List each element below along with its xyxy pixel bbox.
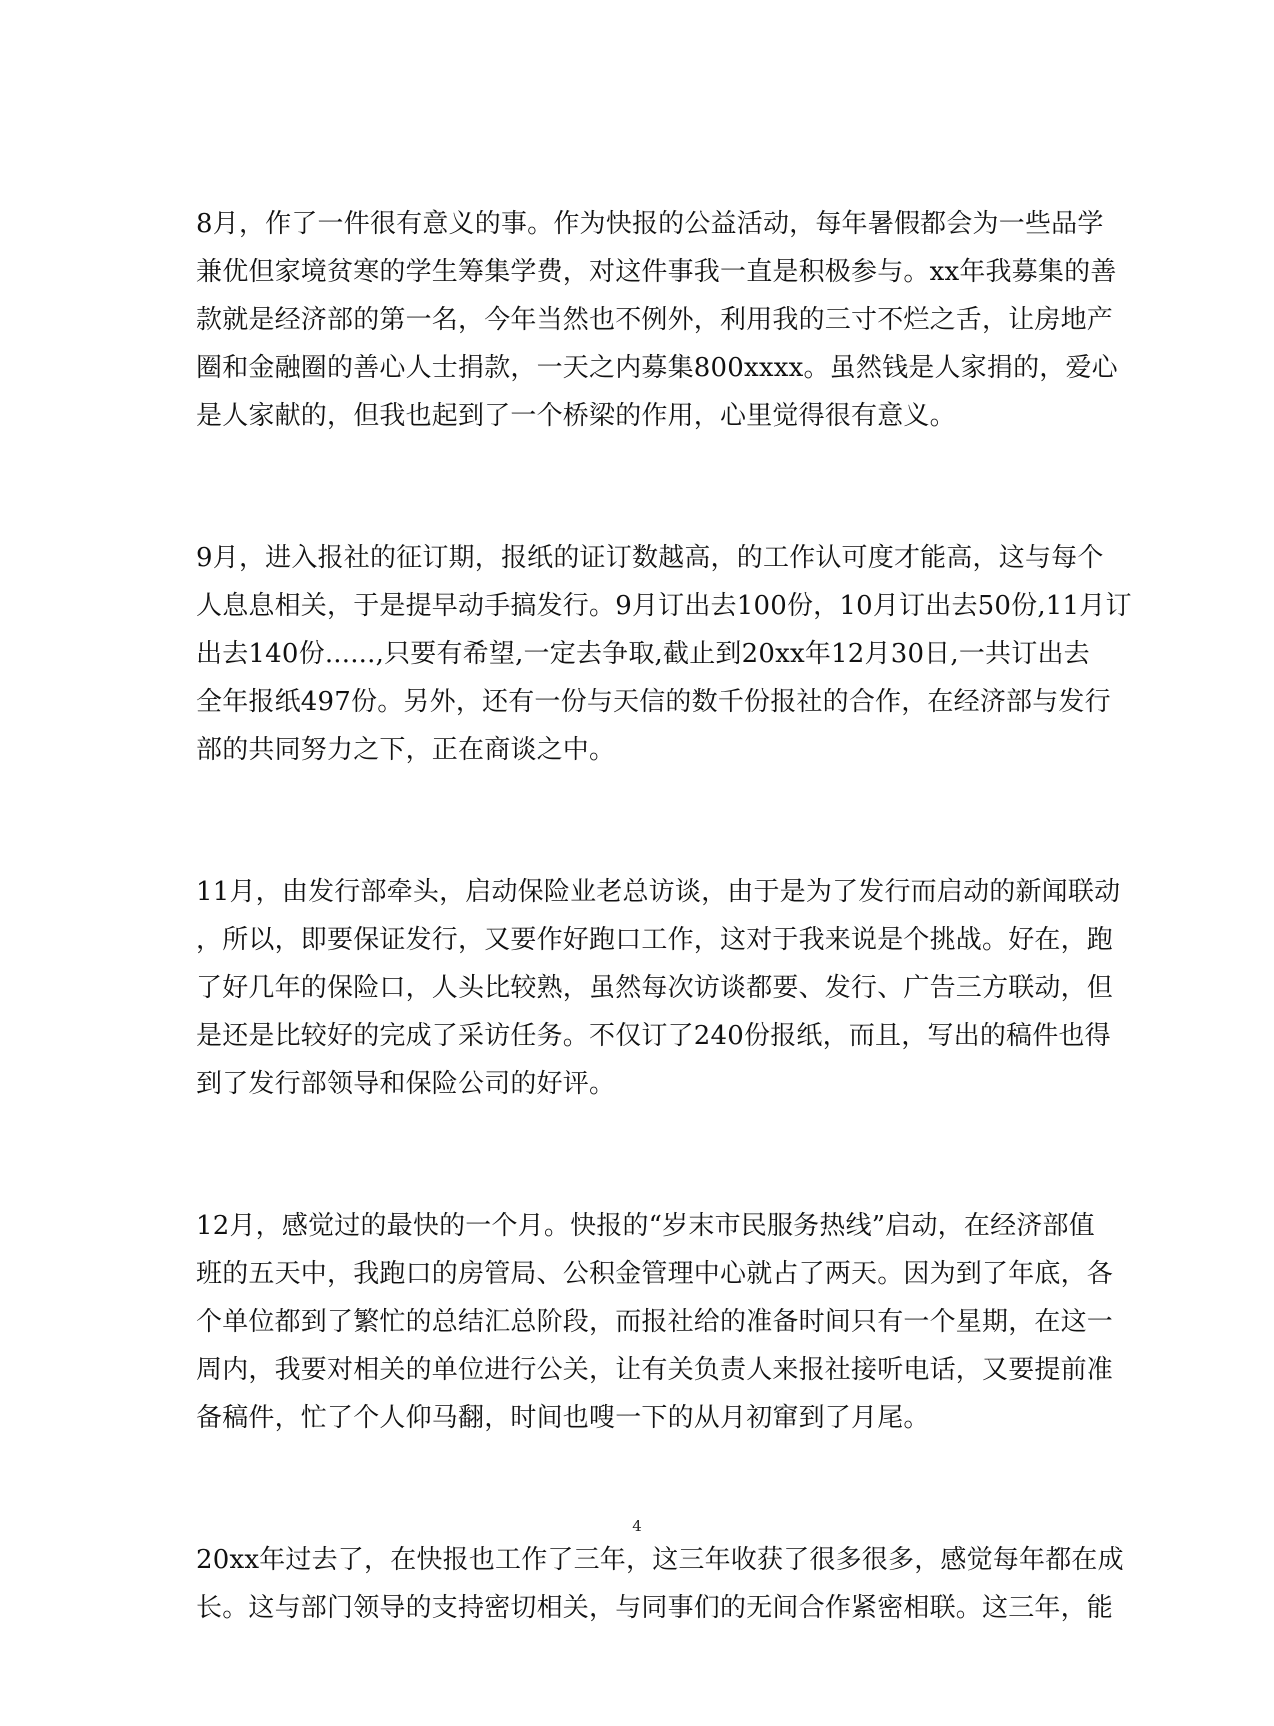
paragraph-november xyxy=(196,868,1121,1108)
text-line: ，所以，即要保证发行，又要作好跑口工作，这对于我来说是个挑战。好在，跑 xyxy=(196,925,1114,955)
text-line: 人息息相关，于是提早动手搞发行。9月订出去100份，10月订出去50份,11月订 xyxy=(196,591,1132,621)
paragraph-august xyxy=(196,200,1118,440)
paragraph-december xyxy=(196,1202,1114,1442)
text-line: 是还是比较好的完成了采访任务。不仅订了240份报纸，而且，写出的稿件也得 xyxy=(196,1021,1111,1051)
paragraph-summary xyxy=(196,1536,1124,1632)
text-line: 全年报纸497份。另外，还有一份与天信的数千份报社的合作，在经济部与发行 xyxy=(196,687,1111,717)
text-line: 部的共同努力之下，正在商谈之中。 xyxy=(196,735,616,765)
text-line: 兼优但家境贫寒的学生筹集学费，对这件事我一直是积极参与。xx年我募集的善 xyxy=(196,257,1117,287)
text-line: 出去140份......,只要有希望,一定去争取,截止到20xx年12月30日,一共订出去 xyxy=(196,639,1090,669)
text-line: 圈和金融圈的善心人士捐款，一天之内募集800xxxx。虽然钱是人家捐的，爱心 xyxy=(196,353,1118,383)
text-line: 班的五天中，我跑口的房管局、公积金管理中心就占了两天。因为到了年底，各 xyxy=(196,1259,1114,1289)
text-line: 8月，作了一件很有意义的事。作为快报的公益活动，每年暑假都会为一些品学 xyxy=(196,209,1104,239)
text-line: 个单位都到了繁忙的总结汇总阶段，而报社给的准备时间只有一个星期，在这一 xyxy=(196,1307,1114,1337)
text-line: 是人家献的，但我也起到了一个桥梁的作用，心里觉得很有意义。 xyxy=(196,401,956,431)
text-line: 了好几年的保险口，人头比较熟，虽然每次访谈都要、发行、广告三方联动，但 xyxy=(196,973,1114,1003)
text-line: 11月，由发行部牵头，启动保险业老总访谈，由于是为了发行而启动的新闻联动 xyxy=(196,877,1121,907)
text-line: 周内，我要对相关的单位进行公关，让有关负责人来报社接听电话，又要提前准 xyxy=(196,1355,1114,1385)
paragraph-september xyxy=(196,534,1132,774)
text-line: 12月，感觉过的最快的一个月。快报的“岁末市民服务热线”启动，在经济部值 xyxy=(196,1211,1095,1241)
text-line: 长。这与部门领导的支持密切相关，与同事们的无间合作紧密相联。这三年，能 xyxy=(196,1593,1114,1623)
text-line: 款就是经济部的第一名，今年当然也不例外，利用我的三寸不烂之舌，让房地产 xyxy=(196,305,1114,335)
page-number: 4 xyxy=(632,1517,642,1535)
document-body xyxy=(196,200,1132,1726)
text-line: 9月，进入报社的征订期，报纸的证订数越高，的工作认可度才能高，这与每个 xyxy=(196,543,1104,573)
text-line: 20xx年过去了，在快报也工作了三年，这三年收获了很多很多，感觉每年都在成 xyxy=(196,1545,1124,1575)
text-line: 备稿件，忙了个人仰马翻，时间也嗖一下的从月初窜到了月尾。 xyxy=(196,1403,930,1433)
text-line: 到了发行部领导和保险公司的好评。 xyxy=(196,1069,616,1099)
